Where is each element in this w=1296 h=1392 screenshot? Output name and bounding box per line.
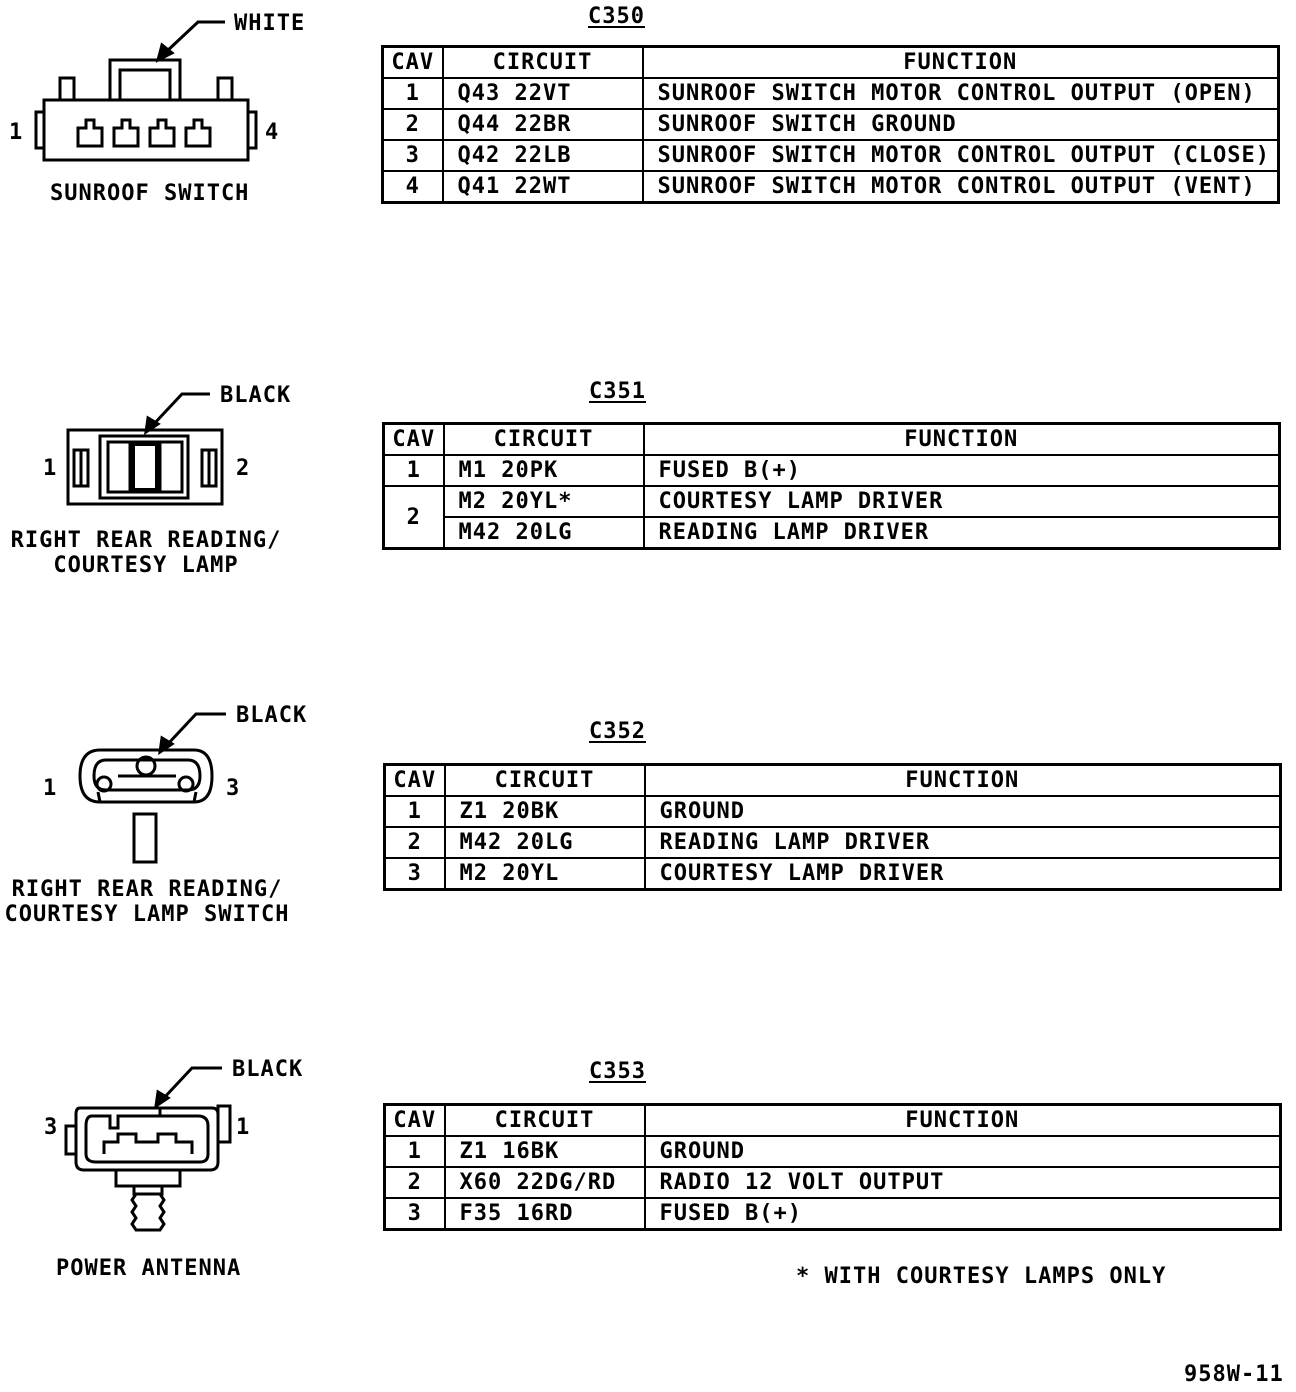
footnote: * WITH COURTESY LAMPS ONLY xyxy=(796,1264,1167,1289)
table-header-row xyxy=(383,47,1279,79)
pinout-table-c353 xyxy=(383,1103,1282,1231)
function-cell: READING LAMP DRIVER xyxy=(644,517,1280,549)
connector-id-title: C353 xyxy=(589,1059,646,1084)
circuit-cell: M2 20YL* xyxy=(444,486,644,517)
cav-cell: 1 xyxy=(383,78,443,109)
connector-color-label: WHITE xyxy=(234,11,306,36)
circuit-cell: Q43 22VT xyxy=(443,78,643,109)
circuit-cell: Z1 20BK xyxy=(445,796,645,827)
table-row xyxy=(385,1198,1281,1230)
connector-color-label: BLACK xyxy=(232,1057,304,1082)
cav-cell: 2 xyxy=(385,827,445,858)
table-row xyxy=(383,78,1279,109)
pin-number-right: 2 xyxy=(236,456,251,481)
column-header-cav: CAV xyxy=(385,765,445,797)
function-cell: COURTESY LAMP DRIVER xyxy=(644,486,1280,517)
cav-cell: 1 xyxy=(385,796,445,827)
function-cell: GROUND xyxy=(645,1136,1281,1167)
pinout-table-c351 xyxy=(382,422,1281,550)
function-cell: SUNROOF SWITCH MOTOR CONTROL OUTPUT (OPEN) xyxy=(643,78,1279,109)
connector-name-line1: RIGHT REAR READING/ xyxy=(10,528,282,553)
connector-name-line2: COURTESY LAMP SWITCH xyxy=(4,902,290,927)
figure-id: 958W-11 xyxy=(1184,1362,1284,1387)
cav-cell: 2 xyxy=(385,1167,445,1198)
pin-number-left: 3 xyxy=(44,1115,59,1140)
table-row xyxy=(385,858,1281,890)
column-header-circuit: CIRCUIT xyxy=(445,765,645,797)
pin-number-right: 4 xyxy=(265,120,280,145)
connector-color-label: BLACK xyxy=(236,703,308,728)
column-header-cav: CAV xyxy=(383,47,443,79)
circuit-cell: M42 20LG xyxy=(444,517,644,549)
circuit-cell: Q41 22WT xyxy=(443,171,643,203)
column-header-function: FUNCTION xyxy=(645,1105,1281,1137)
cav-cell: 2 xyxy=(383,109,443,140)
connector-name-line2: COURTESY LAMP xyxy=(53,553,239,578)
column-header-function: FUNCTION xyxy=(645,765,1281,797)
connector-id-title: C352 xyxy=(589,719,646,744)
column-header-circuit: CIRCUIT xyxy=(444,424,644,456)
cav-cell: 3 xyxy=(383,140,443,171)
table-row xyxy=(383,109,1279,140)
table-row xyxy=(383,171,1279,203)
table-row xyxy=(384,455,1280,486)
table-row xyxy=(383,140,1279,171)
circuit-cell: Q42 22LB xyxy=(443,140,643,171)
function-cell: COURTESY LAMP DRIVER xyxy=(645,858,1281,890)
column-header-cav: CAV xyxy=(384,424,444,456)
table-row xyxy=(385,827,1281,858)
table-row xyxy=(385,796,1281,827)
function-cell: RADIO 12 VOLT OUTPUT xyxy=(645,1167,1281,1198)
connector-name-line1: RIGHT REAR READING/ xyxy=(11,877,283,902)
cav-cell: 4 xyxy=(383,171,443,203)
table-header-row xyxy=(385,765,1281,797)
table-row xyxy=(385,1167,1281,1198)
pin-number-left: 1 xyxy=(43,776,58,801)
column-header-circuit: CIRCUIT xyxy=(445,1105,645,1137)
circuit-cell: M42 20LG xyxy=(445,827,645,858)
table-header-row xyxy=(384,424,1280,456)
table-row xyxy=(385,1136,1281,1167)
circuit-cell: X60 22DG/RD xyxy=(445,1167,645,1198)
function-cell: SUNROOF SWITCH GROUND xyxy=(643,109,1279,140)
function-cell: GROUND xyxy=(645,796,1281,827)
circuit-cell: Q44 22BR xyxy=(443,109,643,140)
function-cell: SUNROOF SWITCH MOTOR CONTROL OUTPUT (VENT) xyxy=(643,171,1279,203)
connector-name: POWER ANTENNA xyxy=(56,1256,242,1281)
function-cell: FUSED B(+) xyxy=(644,455,1280,486)
circuit-cell: M1 20PK xyxy=(444,455,644,486)
function-cell: SUNROOF SWITCH MOTOR CONTROL OUTPUT (CLOSE) xyxy=(643,140,1279,171)
table-header-row xyxy=(385,1105,1281,1137)
circuit-cell: F35 16RD xyxy=(445,1198,645,1230)
column-header-circuit: CIRCUIT xyxy=(443,47,643,79)
connector-color-label: BLACK xyxy=(220,383,292,408)
pinout-table-c352 xyxy=(383,763,1282,891)
cav-cell: 3 xyxy=(385,858,445,890)
pin-number-right: 1 xyxy=(236,1115,251,1140)
column-header-function: FUNCTION xyxy=(644,424,1280,456)
table-row xyxy=(384,517,1280,549)
connector-name: SUNROOF SWITCH xyxy=(50,181,250,206)
pin-number-right: 3 xyxy=(226,776,241,801)
function-cell: READING LAMP DRIVER xyxy=(645,827,1281,858)
column-header-cav: CAV xyxy=(385,1105,445,1137)
pin-number-left: 1 xyxy=(43,456,58,481)
cav-cell: 2 xyxy=(384,486,444,549)
pin-number-left: 1 xyxy=(9,120,24,145)
table-row xyxy=(384,486,1280,517)
cav-cell: 1 xyxy=(385,1136,445,1167)
column-header-function: FUNCTION xyxy=(643,47,1279,79)
circuit-cell: M2 20YL xyxy=(445,858,645,890)
circuit-cell: Z1 16BK xyxy=(445,1136,645,1167)
connector-id-title: C350 xyxy=(588,4,645,29)
function-cell: FUSED B(+) xyxy=(645,1198,1281,1230)
cav-cell: 1 xyxy=(384,455,444,486)
connector-id-title: C351 xyxy=(589,379,646,404)
pinout-table-c350 xyxy=(381,45,1280,204)
cav-cell: 3 xyxy=(385,1198,445,1230)
